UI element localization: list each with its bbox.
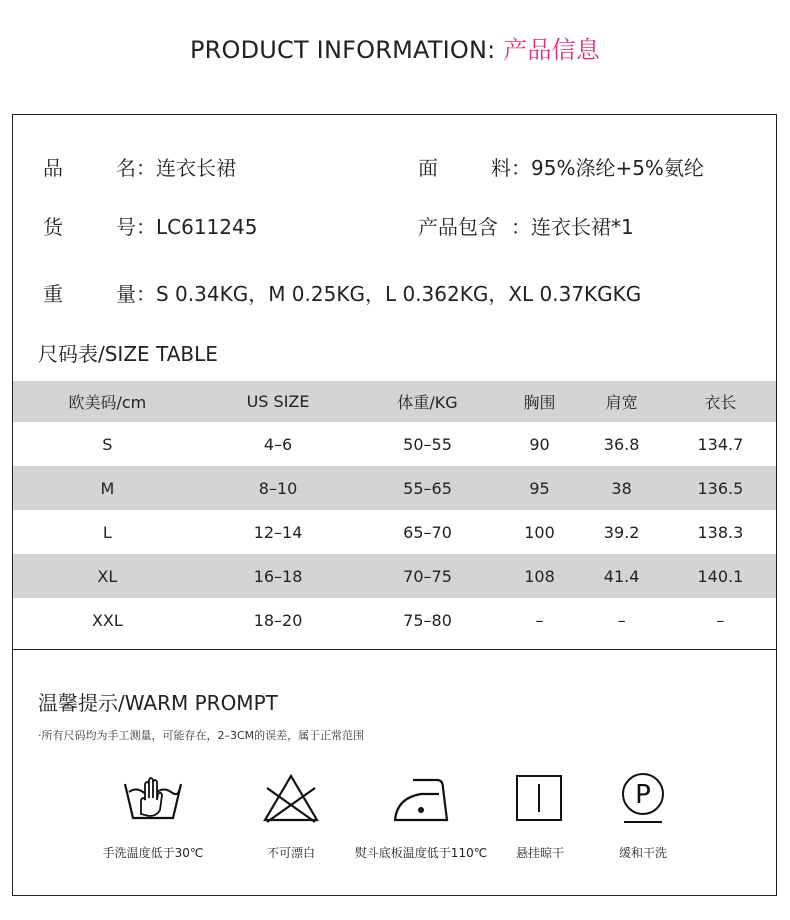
size-table-header: US SIZE [202,381,355,422]
size-table [13,381,776,642]
care-label: 手洗温度低于30℃ [102,846,204,860]
table-cell: 12–14 [253,522,303,542]
header-title-cn: 产品信息 [503,36,601,64]
care-label: 不可漂白 [266,846,316,860]
hang-dry-icon [515,770,565,826]
care-label: 缓和干洗 [618,846,668,860]
info-name-row: 品名：连衣长裙 [43,152,236,181]
table-cell: 108 [501,554,579,598]
table-cell: 136.5 [665,466,776,510]
table-cell: 138.3 [697,522,744,542]
hand-wash-icon [123,770,183,826]
info-item-no-label: 货号 [43,215,136,239]
page-header [0,30,790,65]
table-cell: 36.8 [603,434,640,454]
size-table-header: 胸围 [501,381,579,422]
table-cell: 55–65 [354,466,500,510]
table-row [13,466,776,510]
measurement-note: ·所有尺码均为手工测量，可能存在，2–3CM的误差，属于正常范围 [38,729,365,742]
table-cell: 39.2 [603,522,640,542]
table-cell: 70–75 [354,554,500,598]
table-cell: 16–18 [202,554,355,598]
size-table-header: 肩宽 [578,381,664,422]
care-hang-dry [515,770,565,860]
table-cell: 50–55 [403,434,452,454]
table-row [13,510,776,554]
table-cell: – [617,610,626,630]
info-fabric-label: 面料 [418,156,511,180]
no-bleach-icon [261,770,321,826]
table-cell: – [716,610,725,630]
care-gentle-dry-clean [618,770,668,860]
table-cell: 134.7 [697,434,744,454]
gentle-dry-clean-icon [618,770,668,826]
table-cell: – [535,610,544,630]
table-cell: XXL [91,610,123,630]
size-table-title: 尺码表/SIZE TABLE [38,342,218,366]
table-cell: M [13,466,202,510]
table-cell: 8–10 [202,466,355,510]
table-cell: 90 [529,434,550,454]
table-cell: 65–70 [403,522,452,542]
table-cell: 100 [524,522,555,542]
table-cell: 140.1 [665,554,776,598]
care-iron [354,770,488,860]
size-table-header: 欧美码/cm [13,381,202,422]
size-table-header-row [13,381,776,422]
info-item-no-row: 货号：LC611245 [43,211,257,240]
info-weight-label: 重量 [43,282,136,306]
table-cell: 18–20 [253,610,303,630]
care-no-bleach [261,770,321,860]
section-divider [13,649,776,650]
table-cell: 95 [501,466,579,510]
warm-prompt-title: 温馨提示/WARM PROMPT [38,691,278,715]
table-cell: S [102,434,113,454]
info-fabric-value: 95%涤纶+5%氨纶 [531,156,704,180]
info-item-no-value: LC611245 [156,215,258,239]
info-package-value: 连衣长裙*1 [531,215,634,239]
info-weight-row: 重量：S 0.34KG，M 0.25KG，L 0.362KG，XL 0.37KGKG [43,278,641,307]
table-cell: XL [13,554,202,598]
table-cell: 4–6 [263,434,293,454]
iron-icon [391,770,451,826]
size-table-header: 体重/KG [354,381,500,422]
care-label: 熨斗底板温度低于110℃ [354,846,488,860]
table-row [13,554,776,598]
size-table-header: 衣长 [665,381,776,422]
care-label: 悬挂晾干 [515,846,565,860]
info-fabric-row: 面料：95%涤纶+5%氨纶 [418,152,704,181]
info-name-label: 品名 [43,156,136,180]
header-title-en: PRODUCT INFORMATION: [189,36,496,64]
table-row [13,598,776,642]
care-hand-wash [102,770,204,860]
svg-text:P: P [635,780,651,810]
product-info-panel [12,114,777,896]
table-cell: 41.4 [578,554,664,598]
info-package-row: 产品包含 ：连衣长裙*1 [418,211,634,240]
table-cell: 38 [578,466,664,510]
table-cell: L [102,522,112,542]
info-name-value: 连衣长裙 [156,156,236,180]
info-package-label: 产品包含 [418,215,498,239]
table-row [13,422,776,466]
table-cell: 75–80 [403,610,452,630]
info-weight-value: S 0.34KG，M 0.25KG，L 0.362KG，XL 0.37KGKG [156,282,642,306]
